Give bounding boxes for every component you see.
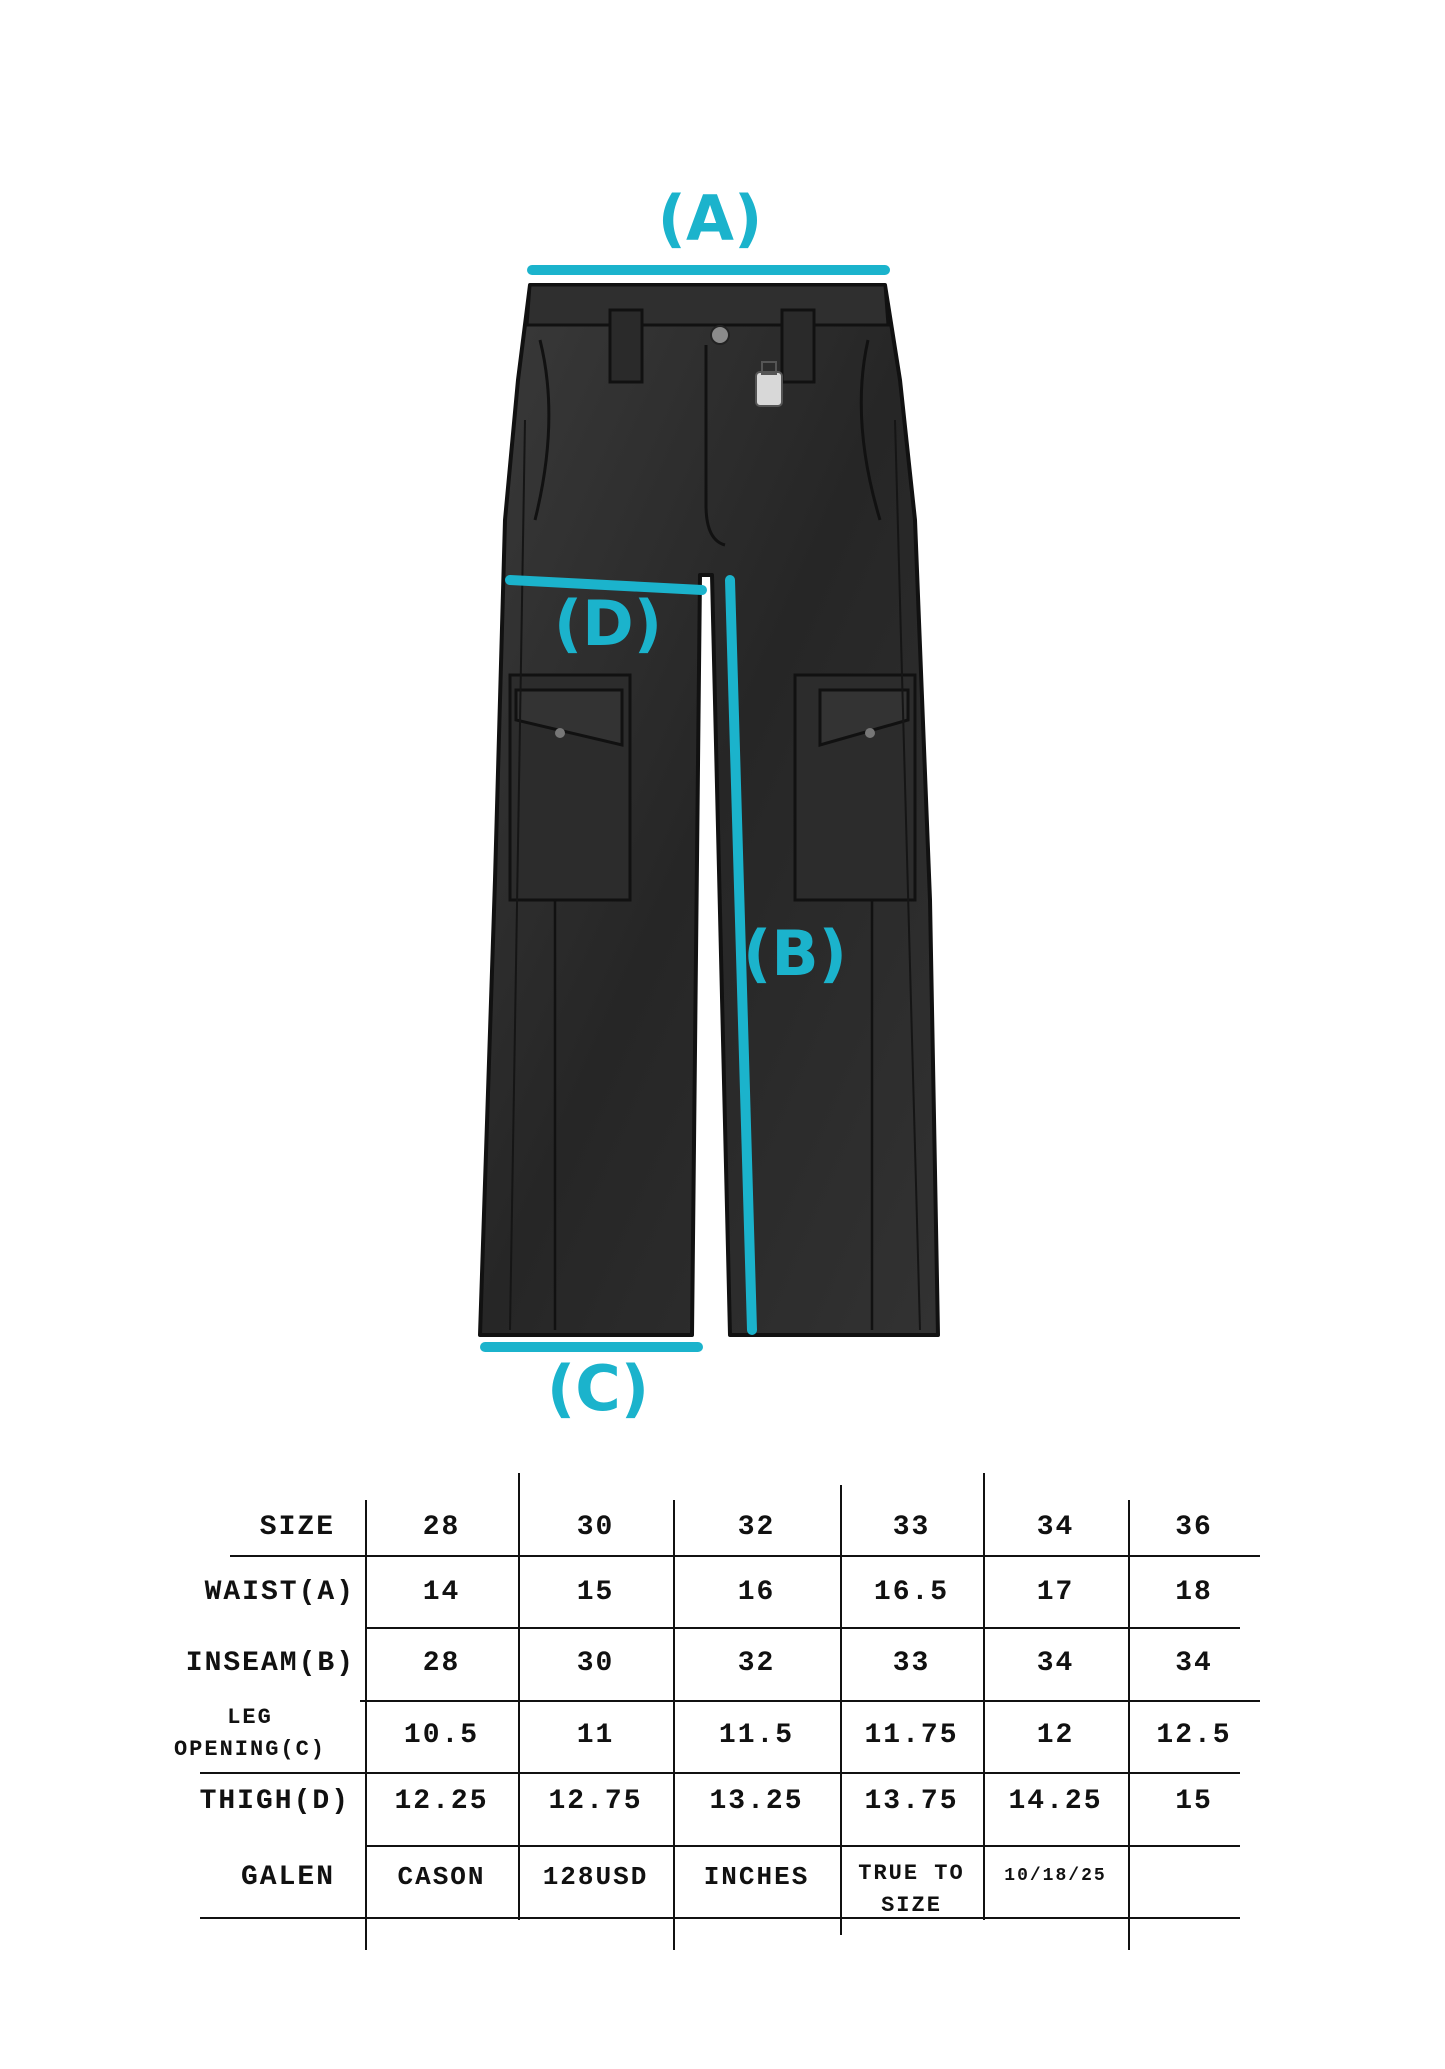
table-cell: 14.25 xyxy=(1008,1786,1103,1817)
table-cell: 11.5 xyxy=(718,1720,795,1751)
table-cell: 16 xyxy=(737,1577,776,1608)
table-cell: TRUE TO SIZE xyxy=(858,1861,965,1918)
table-cell: 33 xyxy=(892,1512,931,1543)
table-cell: 11.75 xyxy=(864,1720,959,1751)
table-cell: 30 xyxy=(576,1648,615,1679)
table-cell: 28 xyxy=(422,1648,461,1679)
table-cell: 10/18/25 xyxy=(1004,1866,1107,1886)
table-cell: 34 xyxy=(1036,1512,1075,1543)
row-header-galen: GALEN xyxy=(240,1862,335,1893)
table-cell: 12.25 xyxy=(394,1786,489,1817)
row-header-thigh: THIGH(D) xyxy=(199,1786,350,1817)
table-cell: 12 xyxy=(1036,1720,1075,1751)
row-header-leg-opening: LEG OPENING(C) xyxy=(173,1705,327,1762)
table-cell: 13.25 xyxy=(709,1786,804,1817)
table-rule xyxy=(840,1485,842,1935)
table-cell: 34 xyxy=(1175,1648,1213,1679)
table-cell: 18 xyxy=(1175,1577,1213,1608)
label-c: (C) xyxy=(546,1352,650,1425)
table-cell: 14 xyxy=(422,1577,461,1608)
table-cell: 15 xyxy=(1175,1786,1213,1817)
row-header-inseam: INSEAM(B) xyxy=(185,1648,355,1679)
table-cell: 17 xyxy=(1036,1577,1075,1608)
table-rule xyxy=(360,1700,1260,1702)
label-b: (B) xyxy=(743,917,847,990)
table-cell: 34 xyxy=(1036,1648,1075,1679)
table-cell: CASON xyxy=(397,1862,486,1892)
table-cell: 12.5 xyxy=(1156,1720,1232,1751)
table-rule xyxy=(230,1555,1260,1557)
table-cell: 10.5 xyxy=(403,1720,480,1751)
table-cell: 13.75 xyxy=(864,1786,959,1817)
table-cell: 36 xyxy=(1175,1512,1213,1543)
table-cell: 11 xyxy=(576,1720,615,1751)
table-cell: 30 xyxy=(576,1512,615,1543)
table-rule xyxy=(200,1772,1240,1774)
table-rule xyxy=(200,1917,1240,1919)
table-cell: 32 xyxy=(737,1512,776,1543)
table-rule xyxy=(365,1627,1240,1629)
label-a: (A) xyxy=(657,182,763,255)
label-d: (D) xyxy=(553,587,663,660)
table-cell: INCHES xyxy=(703,1862,810,1892)
table-rule xyxy=(365,1845,1240,1847)
table-cell: 33 xyxy=(892,1648,931,1679)
table-cell: 16.5 xyxy=(873,1577,950,1608)
table-cell: 12.75 xyxy=(548,1786,643,1817)
table-cell: 128USD xyxy=(542,1862,649,1892)
row-header-waist: WAIST(A) xyxy=(204,1577,355,1608)
table-cell: 15 xyxy=(576,1577,615,1608)
table-cell: 28 xyxy=(422,1512,461,1543)
table-cell: 32 xyxy=(737,1648,776,1679)
row-header-size: SIZE xyxy=(259,1512,335,1543)
